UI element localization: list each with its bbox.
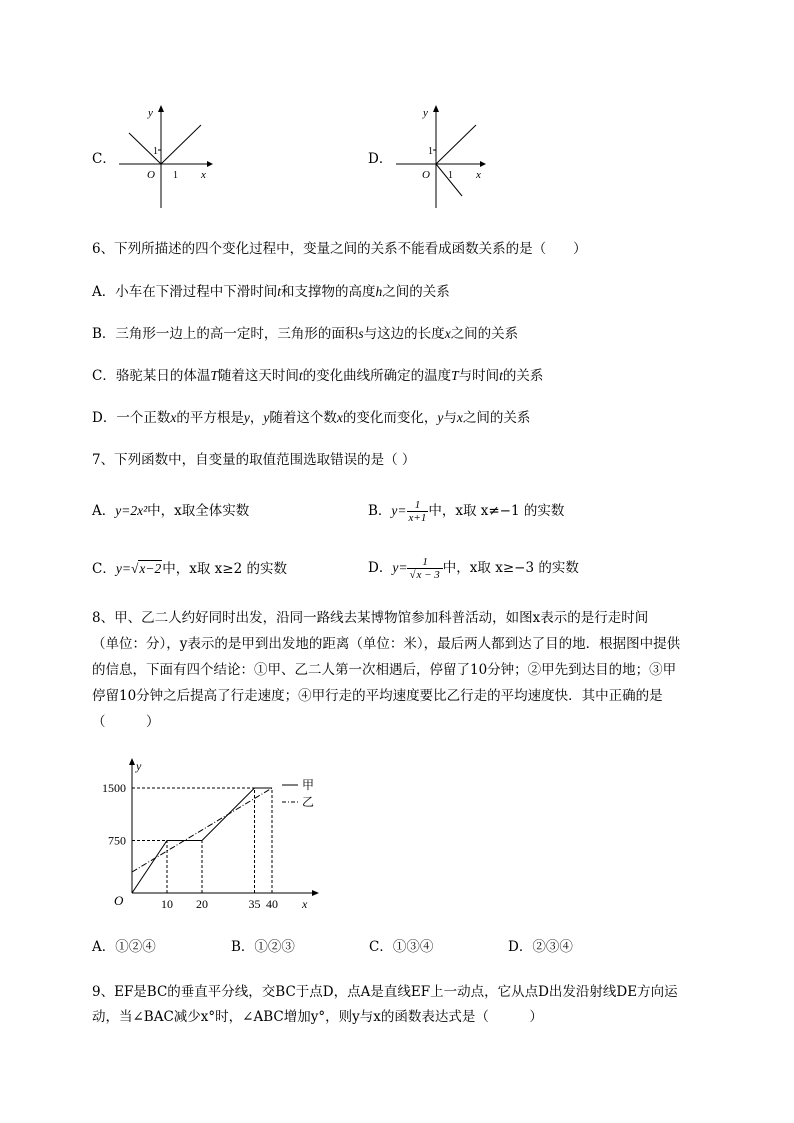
q8-option-b: B．①②③: [231, 939, 295, 955]
q5-c-y-label: y: [148, 107, 153, 119]
q6-option-a: A．小车在下滑过程中下滑时间t和支撑物的高度h之间的关系: [92, 284, 450, 300]
q9-stem-line2: 动，当∠BAC减少x°时，∠ABC增加y°，则y与x的函数表达式是（ ）: [92, 1009, 543, 1025]
q5-d-one-y: 1: [428, 146, 433, 157]
q6-option-d: D．一个正数x的平方根是y，y随着这个数x的变化而变化，y与x之间的关系: [92, 410, 531, 426]
q9-stem-line1: 9、EF是BC的垂直平分线，交BC于点D，点A是直线EF上一动点，它从点D出发沿射线DE方向运: [92, 984, 678, 1000]
x-tick-label: 20: [196, 897, 208, 911]
q8-stem-line1: 8、甲、乙二人约好同时出发，沿同一路线去某博物馆参加科普活动，如图x表示的是行走时间: [92, 610, 649, 626]
x-tick-label: 35: [248, 897, 261, 911]
q5-c-x-label: x: [201, 169, 206, 181]
q8-option-c: C．①③④: [369, 939, 434, 955]
y-tick-label: 750: [108, 833, 126, 848]
q7-option-b: B．y= $\frac{1}{x+1}$ 中，x取 x≠−1 的实数: [368, 499, 565, 524]
q5-option-d-label: D．: [368, 151, 393, 167]
q5-c-one-x: 1: [173, 170, 178, 181]
q6-option-b: B．三角形一边上的高一定时，三角形的面积s与这边的长度x之间的关系: [92, 326, 519, 342]
q6-stem: 6、下列所描述的四个变化过程中，变量之间的关系不能看成函数关系的是（ ）: [92, 241, 587, 257]
q8-option-a: A．①②④: [92, 939, 156, 955]
legend-jia-label: 甲: [302, 778, 315, 792]
q8-option-d: D．②③④: [508, 939, 573, 955]
q5-option-d-graph: [392, 100, 492, 212]
x-axis-arrow: [312, 890, 319, 896]
q7-option-c: C．y=√x−2中，x取 x≥2 的实数: [92, 561, 287, 577]
q6-option-c: C．骆驼某日的体温T随着这天时间t的变化曲线所确定的温度T与时间t的关系: [92, 368, 544, 384]
q5-d-x-label: x: [476, 169, 481, 181]
q8-stem-line5: （ ）: [92, 714, 160, 730]
q7-d-fraction: $\frac{1}{√x - 3}$: [407, 556, 442, 581]
q5-option-c-label: C．: [92, 151, 116, 167]
q8-stem-line2: （单位：分），y表示的是甲到出发地的距离（单位：米），最后两人都到达了目的地．根据图中提供: [92, 636, 681, 652]
q7-option-d: D．y= $\frac{1}{√x - 3}$ 中，x取 x≥−3 的实数: [368, 556, 579, 581]
q8-distance-time-chart: [90, 755, 335, 915]
y-tick-label: 1500: [102, 781, 126, 795]
q7-stem: 7、下列函数中，自变量的取值范围选取错误的是（ ）: [92, 452, 416, 468]
q5-d-y-label: y: [423, 107, 428, 119]
legend-yi-label: 乙: [302, 795, 315, 809]
q5-option-c-graph: [115, 100, 215, 212]
x-tick-label: 40: [266, 897, 278, 911]
y-axis-label: y: [136, 759, 142, 773]
y-axis-arrow: [129, 758, 135, 765]
q8-stem-line3: 的信息，下面有四个结论：①甲、乙二人第一次相遇后，停留了10分钟；②甲先到达目的地；③甲: [92, 662, 677, 678]
q8-stem-line4: 停留10分钟之后提高了行走速度；④甲行走的平均速度要比乙行走的平均速度快．其中正确的是: [92, 688, 663, 704]
origin-label: O: [114, 893, 124, 908]
x-axis-label: x: [302, 897, 308, 911]
q7-b-fraction: $\frac{1}{x+1}$: [408, 499, 427, 524]
q5-d-origin: O: [422, 169, 430, 181]
q7-option-a: A．y=2x²中，x取全体实数: [92, 503, 250, 519]
series-yi-line: [132, 788, 272, 872]
q5-d-one-x: 1: [448, 170, 453, 181]
q5-c-one-y: 1: [153, 146, 158, 157]
x-tick-label: 10: [161, 897, 173, 911]
q5-c-origin: O: [147, 169, 155, 181]
